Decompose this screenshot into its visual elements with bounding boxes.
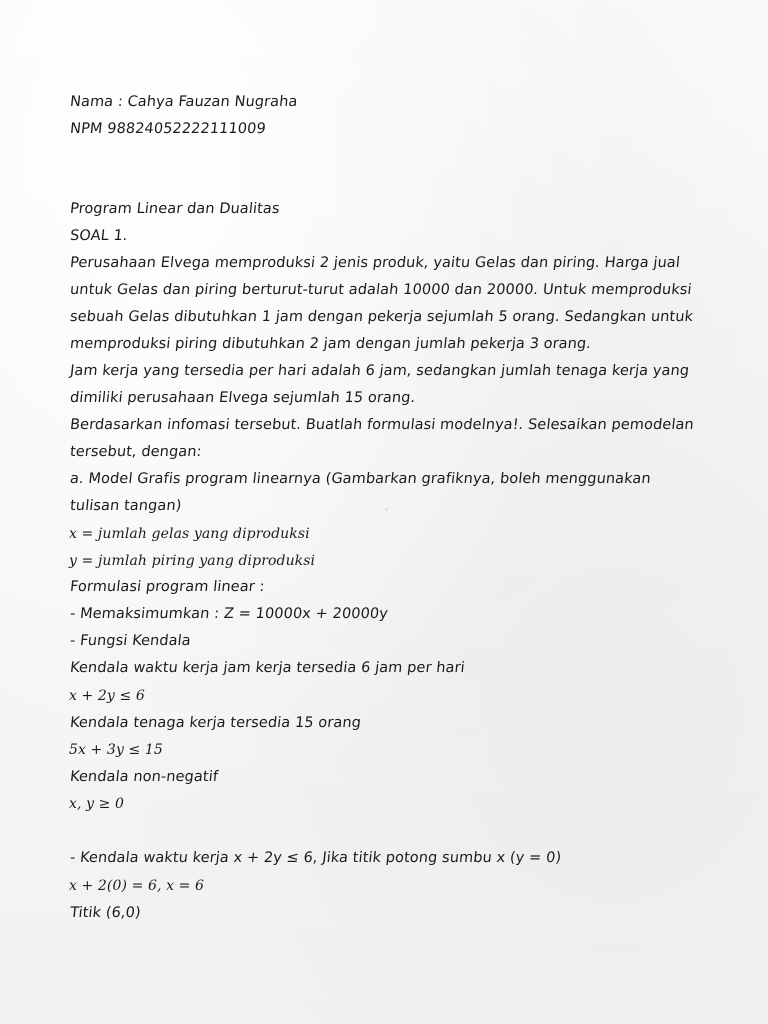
- time-constraint-equation: x + 2y ≤ 6: [69, 688, 145, 704]
- problem-text-line: Perusahaan Elvega memproduksi 2 jenis produk, yaitu Gelas dan piring. Harga jual: [69, 255, 681, 271]
- document-title: Program Linear dan Dualitas: [69, 201, 281, 217]
- problem-text-line: untuk Gelas dan piring berturut-turut adalah 10000 dan 20000. Untuk memproduksi: [69, 282, 693, 298]
- intercept-point: Titik (6,0): [69, 905, 142, 921]
- problem-text-line: tulisan tangan): [69, 498, 183, 514]
- problem-text-line: memproduksi piring dibutuhkan 2 jam dengan jumlah pekerja 3 orang.: [69, 336, 592, 352]
- student-npm: NPM 98824052222111009: [69, 121, 267, 137]
- problem-text-line: dimiliki perusahaan Elvega sejumlah 15 orang.: [69, 390, 417, 406]
- problem-text-line: Berdasarkan infomasi tersebut. Buatlah formulasi modelnya!. Selesaikan pemodelan: [69, 417, 695, 433]
- variable-y-definition: y = jumlah piring yang diproduksi: [69, 553, 316, 569]
- labor-constraint-equation: 5x + 3y ≤ 15: [69, 742, 163, 758]
- nonneg-constraint-title: Kendala non-negatif: [69, 769, 219, 785]
- variable-x-definition: x = jumlah gelas yang diproduksi: [69, 526, 310, 542]
- intercept-calculation: x + 2(0) = 6, x = 6: [69, 878, 205, 894]
- problem-text-line: Jam kerja yang tersedia per hari adalah 6 jam, sedangkan jumlah tenaga kerja yang: [69, 363, 690, 379]
- nonneg-constraint-equation: x, y ≥ 0: [69, 796, 125, 812]
- paper-speck: [385, 508, 388, 511]
- problem-text-line: tersebut, dengan:: [69, 444, 203, 460]
- student-name: Nama : Cahya Fauzan Nugraha: [69, 94, 299, 110]
- problem-number: SOAL 1.: [69, 228, 129, 244]
- problem-text-line: a. Model Grafis program linearnya (Gambarkan grafiknya, boleh menggunakan: [69, 471, 652, 487]
- constraint-heading: - Fungsi Kendala: [69, 633, 192, 649]
- problem-text-line: sebuah Gelas dibutuhkan 1 jam dengan pekerja sejumlah 5 orang. Sedangkan untuk: [69, 309, 694, 325]
- formulation-heading: Formulasi program linear :: [69, 579, 266, 595]
- labor-constraint-title: Kendala tenaga kerja tersedia 15 orang: [69, 715, 362, 731]
- objective-function: - Memaksimumkan : Z = 10000x + 20000y: [69, 606, 389, 622]
- time-constraint-title: Kendala waktu kerja jam kerja tersedia 6 jam per hari: [69, 660, 466, 676]
- intercept-description: - Kendala waktu kerja x + 2y ≤ 6, Jika titik potong sumbu x (y = 0): [69, 850, 562, 866]
